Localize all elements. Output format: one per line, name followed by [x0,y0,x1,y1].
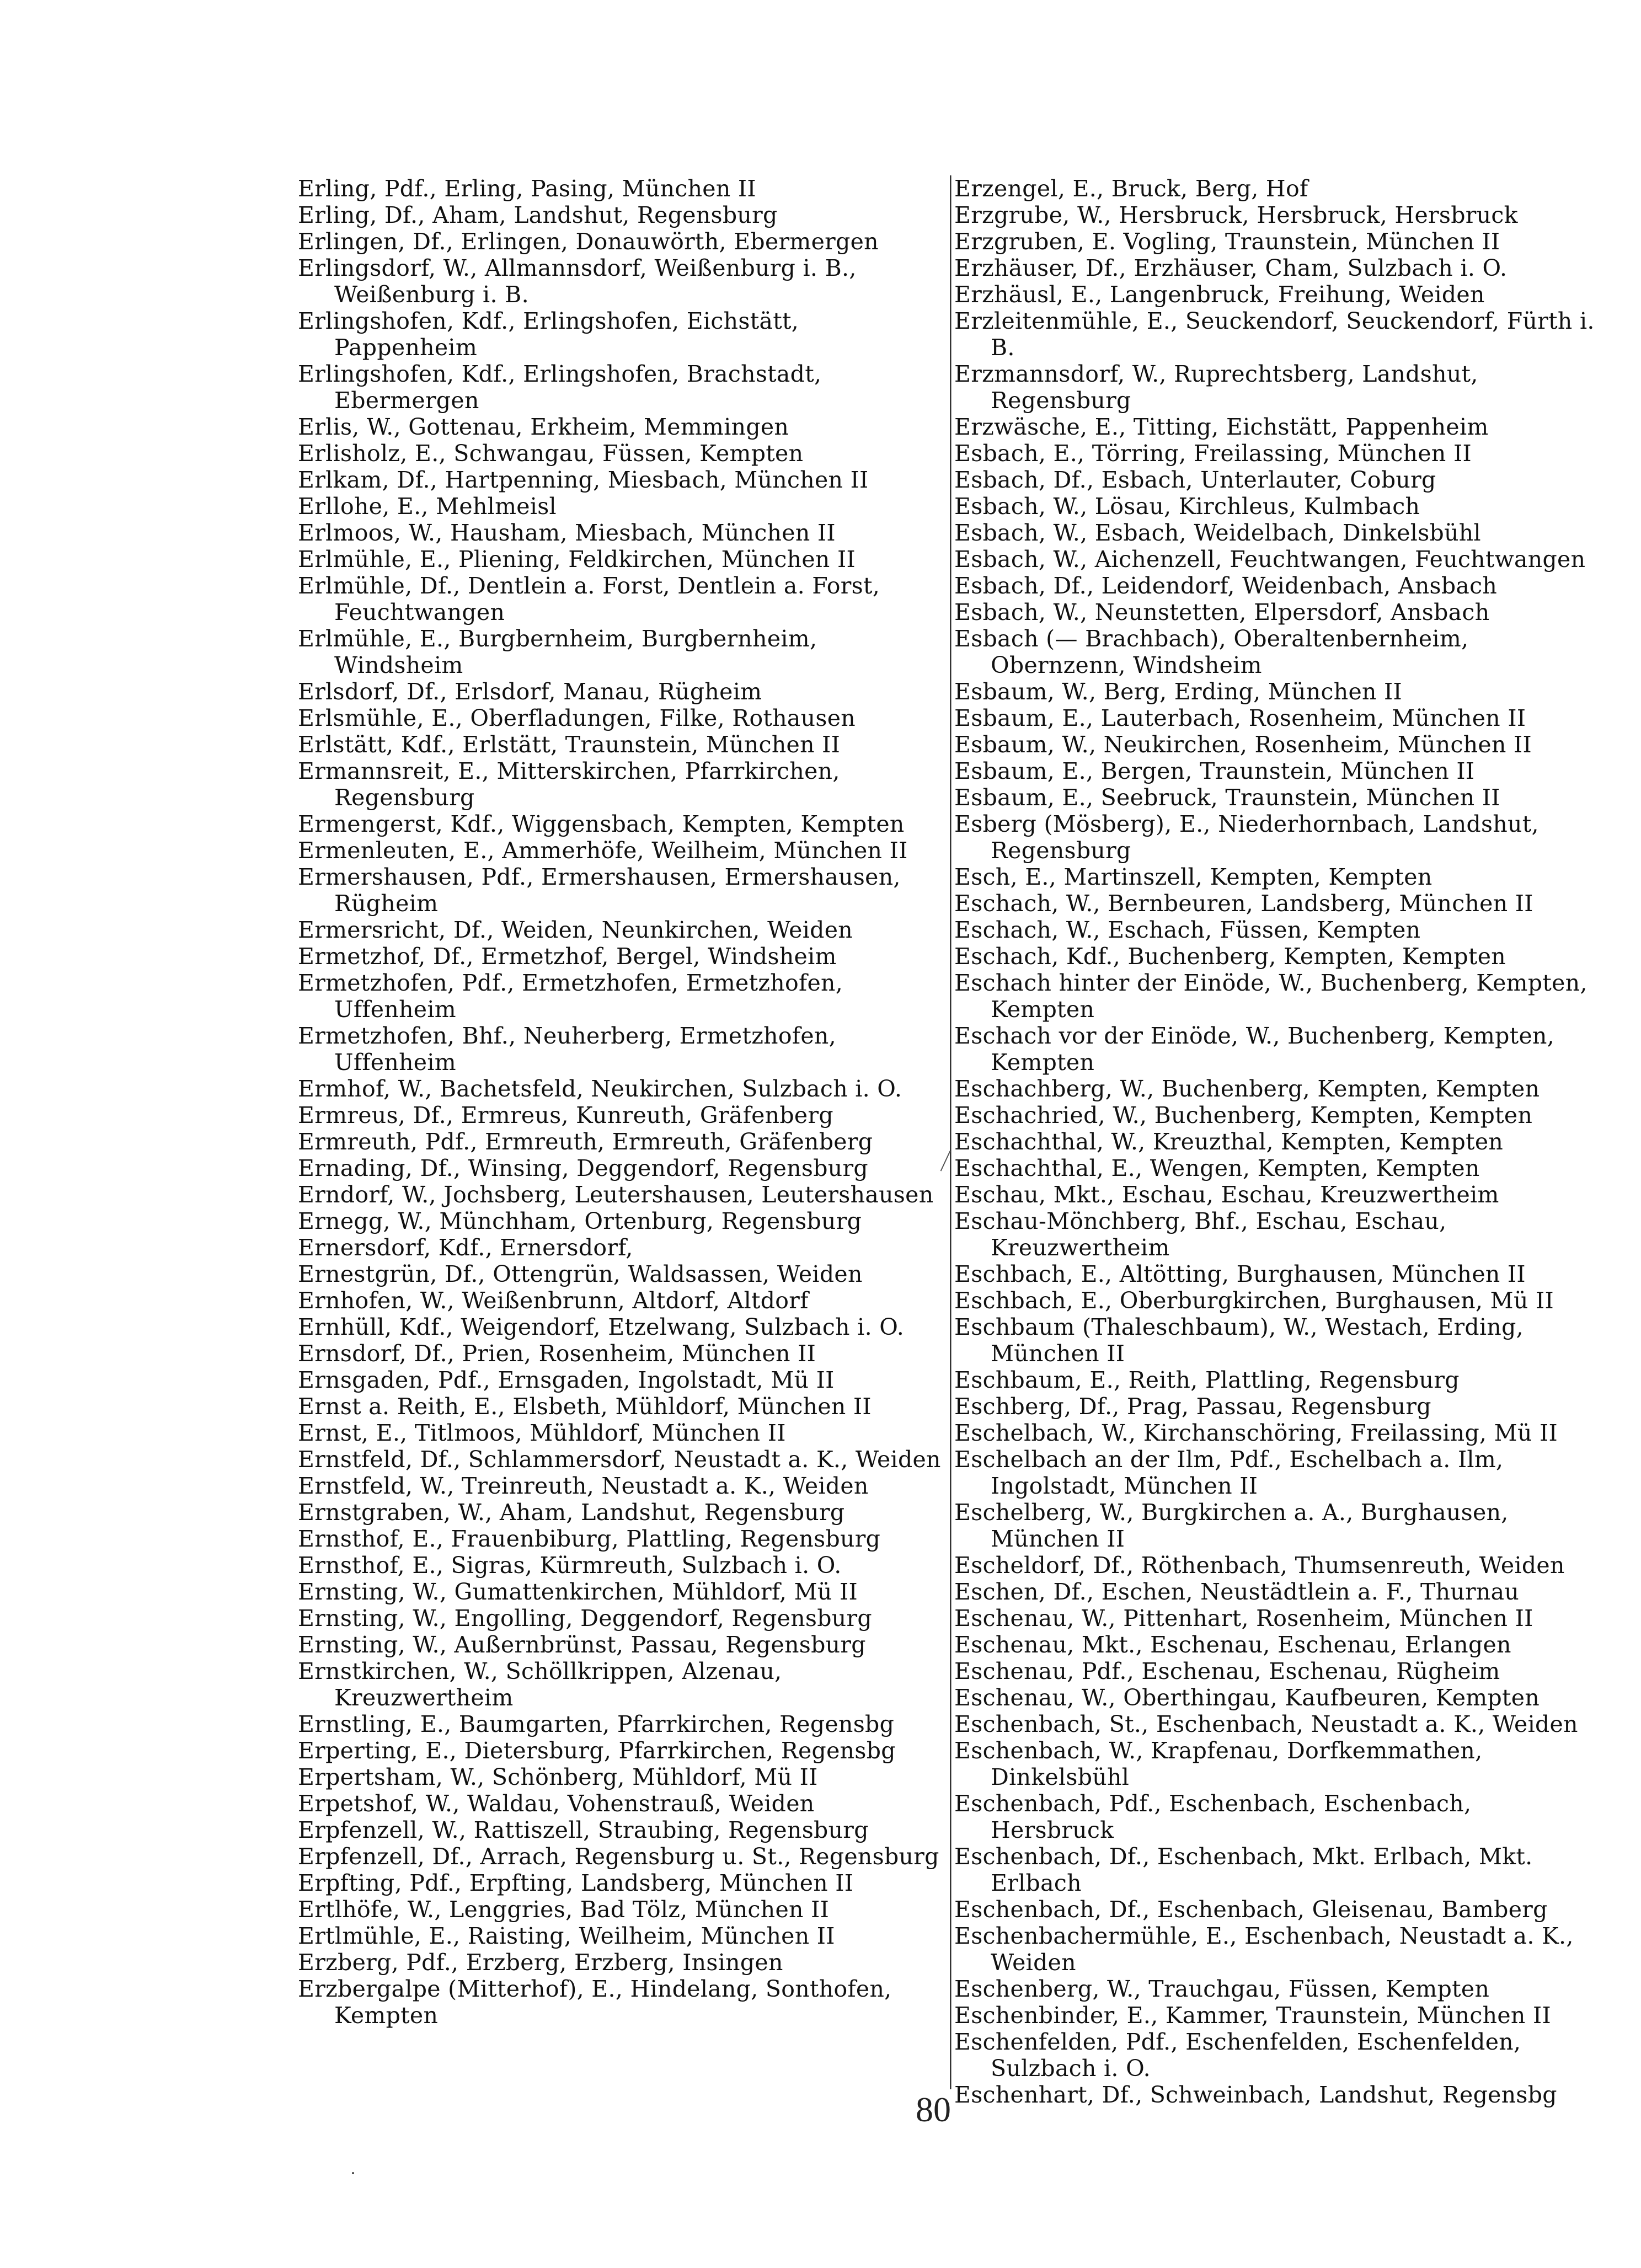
gazetteer-entry: Eschenbinder, E., Kammer, Traunstein, München II [954,2002,1551,2029]
gazetteer-entry: Erpfenzell, W., Rattiszell, Straubing, Regensburg [298,1817,869,1843]
gazetteer-entry: Erpertsham, W., Schönberg, Mühldorf, Mü II [298,1764,818,1790]
gazetteer-entry: Eschachthal, E., Wengen, Kempten, Kempten [954,1155,1480,1181]
gazetteer-entry: Erlmühle, Df., Dentlein a. Forst, Dentlein a. Forst, Feuchtwangen [298,573,880,625]
left-column [298,175,943,2029]
gazetteer-entry: Erzbergalpe (Mitterhof), E., Hindelang, Sonthofen, Kempten [298,1976,892,2029]
gazetteer-entry: Erperting, E., Dietersburg, Pfarrkirchen, Regensbg [298,1737,896,1764]
gazetteer-entry: Ernestgrün, Df., Ottengrün, Waldsassen, Weiden [298,1261,863,1287]
gazetteer-entry: Eschenhart, Df., Schweinbach, Landshut, Regensbg [954,2082,1557,2108]
gazetteer-entry: Ermenleuten, E., Ammerhöfe, Weilheim, München II [298,837,908,864]
gazetteer-entry: Erlis, W., Gottenau, Erkheim, Memmingen [298,414,789,440]
gazetteer-entry: Erlkam, Df., Hartpenning, Miesbach, München II [298,467,869,493]
gazetteer-entry: Ertlhöfe, W., Lenggries, Bad Tölz, München II [298,1896,830,1923]
gazetteer-entry: Eschbach, E., Altötting, Burghausen, München II [954,1261,1526,1287]
page-number: 80 [916,2090,951,2129]
gazetteer-entry: Erlmühle, E., Burgbernheim, Burgbernheim, Windsheim [298,625,817,678]
gazetteer-entry: Erlmühle, E., Pliening, Feldkirchen, München II [298,546,856,573]
gazetteer-entry: Ernsting, W., Gumattenkirchen, Mühldorf, Mü II [298,1579,858,1605]
gazetteer-entry: Erlmoos, W., Hausham, Miesbach, München II [298,520,836,546]
gazetteer-entry: Ermetzhofen, Pdf., Ermetzhofen, Ermetzhofen, Uffenheim [298,970,843,1023]
gazetteer-entry: Ernsting, W., Engolling, Deggendorf, Regensburg [298,1605,872,1632]
gazetteer-entry: Ernstfeld, W., Treinreuth, Neustadt a. K., Weiden [298,1473,869,1499]
right-column [954,175,1600,2108]
gazetteer-entry: Ernstfeld, Df., Schlammersdorf, Neustadt a. K., Weiden [298,1446,941,1473]
gazetteer-entry: Esbaum, E., Seebruck, Traunstein, München II [954,784,1500,811]
gazetteer-entry: Eschach, W., Bernbeuren, Landsberg, München II [954,890,1533,917]
gazetteer-entry: Eschachthal, W., Kreuzthal, Kempten, Kempten [954,1128,1504,1155]
gazetteer-entry: Ermetzhofen, Bhf., Neuherberg, Ermetzhofen, Uffenheim [298,1023,836,1076]
gazetteer-entry: Esbach, W., Neunstetten, Elpersdorf, Ansbach [954,599,1490,625]
gazetteer-entry: Erzwäsche, E., Titting, Eichstätt, Pappenheim [954,414,1489,440]
gazetteer-entry: Eschenfelden, Pdf., Eschenfelden, Eschenfelden, Sulzbach i. O. [954,2029,1521,2082]
gazetteer-entry: Erzleitenmühle, E., Seuckendorf, Seuckendorf, Fürth i. B. [954,308,1595,361]
gazetteer-entry: Ernsthof, E., Frauenbiburg, Plattling, Regensburg [298,1526,881,1552]
gazetteer-entry: Eschberg, Df., Prag, Passau, Regensburg [954,1393,1431,1420]
gazetteer-entry: Erlingshofen, Kdf., Erlingshofen, Eichstätt, Pappenheim [298,308,799,361]
gazetteer-entry: Ernhüll, Kdf., Weigendorf, Etzelwang, Sulzbach i. O. [298,1314,905,1340]
gazetteer-entry: Erling, Pdf., Erling, Pasing, München II [298,175,756,202]
gazetteer-entry: Erlstätt, Kdf., Erlstätt, Traunstein, München II [298,731,841,758]
gazetteer-entry: Erzhäusl, E., Langenbruck, Freihung, Weiden [954,281,1485,308]
gazetteer-entry: Eschen, Df., Eschen, Neustädtlein a. F., Thurnau [954,1579,1520,1605]
gazetteer-entry: Esbach (— Brachbach), Oberaltenbernheim, Obernzenn, Windsheim [954,625,1469,678]
gazetteer-entry: Eschau, Mkt., Eschau, Eschau, Kreuzwertheim [954,1181,1499,1208]
gazetteer-entry: Eschenbach, Df., Eschenbach, Gleisenau, Bamberg [954,1896,1548,1923]
gazetteer-entry: Esberg (Mösberg), E., Niederhornbach, Landshut, Regensburg [954,811,1539,864]
gazetteer-entry: Eschbaum (Thaleschbaum), W., Westach, Erding, München II [954,1314,1524,1367]
gazetteer-entry: Esbaum, E., Lauterbach, Rosenheim, München II [954,705,1526,731]
gazetteer-entry: Erlingsdorf, W., Allmannsdorf, Weißenburg i. B., Weißenburg i. B. [298,255,857,308]
gazetteer-entry: Erpfting, Pdf., Erpfting, Landsberg, München II [298,1870,854,1896]
gazetteer-entry: Erzberg, Pdf., Erzberg, Erzberg, Insingen [298,1949,783,1976]
gazetteer-entry: Esbach, E., Törring, Freilassing, München II [954,440,1472,467]
gazetteer-entry: Eschenau, W., Oberthingau, Kaufbeuren, Kempten [954,1684,1540,1711]
gazetteer-entry: Eschbach, E., Oberburgkirchen, Burghausen, Mü II [954,1287,1554,1314]
gazetteer-entry: Ernersdorf, Kdf., Ernersdorf, [298,1234,633,1261]
gazetteer-entry: Ermannsreit, E., Mitterskirchen, Pfarrkirchen, Regensburg [298,758,840,811]
column-divider [950,175,952,2089]
gazetteer-entry: Erlisholz, E., Schwangau, Füssen, Kempten [298,440,804,467]
gazetteer-entry: Escheldorf, Df., Röthenbach, Thumsenreuth, Weiden [954,1552,1565,1579]
gazetteer-entry: Esbach, Df., Esbach, Unterlauter, Coburg [954,467,1436,493]
gazetteer-entry: Esbach, Df., Leidendorf, Weidenbach, Ansbach [954,573,1498,599]
gazetteer-entry: Ernst a. Reith, E., Elsbeth, Mühldorf, München II [298,1393,872,1420]
gazetteer-entry: Esbaum, W., Berg, Erding, München II [954,678,1403,705]
gazetteer-entry: Eschach hinter der Einöde, W., Buchenberg, Kempten, Kempten [954,970,1587,1023]
gazetteer-entry: Erzhäuser, Df., Erzhäuser, Cham, Sulzbach i. O. [954,255,1508,281]
gazetteer-entry: Ernsdorf, Df., Prien, Rosenheim, München II [298,1340,816,1367]
gazetteer-entry: Esch, E., Martinszell, Kempten, Kempten [954,864,1432,890]
gazetteer-entry: Ernhofen, W., Weißenbrunn, Altdorf, Altdorf [298,1287,809,1314]
gazetteer-entry: Eschau-Mönchberg, Bhf., Eschau, Eschau, Kreuzwertheim [954,1208,1447,1261]
gazetteer-entry: Erllohe, E., Mehlmeisl [298,493,557,520]
gazetteer-entry: Erling, Df., Aham, Landshut, Regensburg [298,202,778,228]
gazetteer-entry: Eschenbach, W., Krapfenau, Dorfkemmathen, Dinkelsbühl [954,1737,1483,1790]
gazetteer-entry: Eschenau, W., Pittenhart, Rosenheim, München II [954,1605,1533,1632]
gazetteer-entry: Eschenbach, Pdf., Eschenbach, Eschenbach, Hersbruck [954,1790,1472,1843]
gazetteer-entry: Eschenbachermühle, E., Eschenbach, Neustadt a. K., Weiden [954,1923,1574,1976]
gazetteer-entry: Ermreuth, Pdf., Ermreuth, Ermreuth, Gräfenberg [298,1128,873,1155]
gazetteer-entry: Ermengerst, Kdf., Wiggensbach, Kempten, Kempten [298,811,905,837]
gazetteer-entry: Erlingen, Df., Erlingen, Donauwörth, Ebermergen [298,228,879,255]
gazetteer-entry: Eschachried, W., Buchenberg, Kempten, Kempten [954,1102,1533,1128]
gazetteer-entry: Erzmannsdorf, W., Ruprechtsberg, Landshut, Regensburg [954,361,1478,414]
gazetteer-entry: Ermetzhof, Df., Ermetzhof, Bergel, Windsheim [298,943,837,970]
gazetteer-entry: Ermersricht, Df., Weiden, Neunkirchen, Weiden [298,917,853,943]
gazetteer-entry: Eschelbach, W., Kirchanschöring, Freilassing, Mü II [954,1420,1558,1446]
gazetteer-entry: Ernegg, W., Münchham, Ortenburg, Regensburg [298,1208,862,1234]
gazetteer-entry: Ernading, Df., Winsing, Deggendorf, Regensburg [298,1155,868,1181]
gazetteer-entry: Erlsmühle, E., Oberfladungen, Filke, Rothausen [298,705,856,731]
gazetteer-entry: Ernsthof, E., Sigras, Kürmreuth, Sulzbach i. O. [298,1552,842,1579]
gazetteer-entry: Erpfenzell, Df., Arrach, Regensburg u. St., Regensburg [298,1843,939,1870]
gazetteer-entry: Esbaum, W., Neukirchen, Rosenheim, München II [954,731,1532,758]
gazetteer-entry: Eschach, Kdf., Buchenberg, Kempten, Kempten [954,943,1506,970]
gazetteer-entry: Eschenbach, St., Eschenbach, Neustadt a. K., Weiden [954,1711,1578,1737]
gazetteer-entry: Ernsgaden, Pdf., Ernsgaden, Ingolstadt, Mü II [298,1367,835,1393]
gazetteer-entry: Erzgrube, W., Hersbruck, Hersbruck, Hersbruck [954,202,1518,228]
gazetteer-entry: Ermreus, Df., Ermreus, Kunreuth, Gräfenberg [298,1102,833,1128]
gazetteer-entry: Ertlmühle, E., Raisting, Weilheim, München II [298,1923,835,1949]
gazetteer-entry: Erpetshof, W., Waldau, Vohenstrauß, Weiden [298,1790,815,1817]
gazetteer-entry: Ermershausen, Pdf., Ermershausen, Ermershausen, Rügheim [298,864,901,917]
gazetteer-entry: Eschenau, Pdf., Eschenau, Eschenau, Rügheim [954,1658,1500,1684]
gazetteer-entry: Eschelberg, W., Burgkirchen a. A., Burghausen, München II [954,1499,1509,1552]
gazetteer-entry: Ernst, E., Titlmoos, Mühldorf, München II [298,1420,786,1446]
gazetteer-entry: Erlsdorf, Df., Erlsdorf, Manau, Rügheim [298,678,762,705]
print-speck [352,2172,354,2174]
gazetteer-entry: Eschelbach an der Ilm, Pdf., Eschelbach a. Ilm, Ingolstadt, München II [954,1446,1504,1499]
gazetteer-entry: Eschenberg, W., Trauchgau, Füssen, Kempten [954,1976,1490,2002]
gazetteer-entry: Eschach, W., Eschach, Füssen, Kempten [954,917,1421,943]
gazetteer-entry: Erlingshofen, Kdf., Erlingshofen, Brachstadt, Ebermergen [298,361,822,414]
gazetteer-entry: Eschach vor der Einöde, W., Buchenberg, Kempten, Kempten [954,1023,1555,1076]
gazetteer-entry: Esbaum, E., Bergen, Traunstein, München II [954,758,1475,784]
gazetteer-entry: Esbach, W., Esbach, Weidelbach, Dinkelsbühl [954,520,1481,546]
gazetteer-entry: Eschenbach, Df., Eschenbach, Mkt. Erlbach, Mkt. Erlbach [954,1843,1533,1896]
gazetteer-entry: Esbach, W., Lösau, Kirchleus, Kulmbach [954,493,1420,520]
gazetteer-entry: Erndorf, W., Jochsberg, Leutershausen, Leutershausen [298,1181,934,1208]
gazetteer-entry: Eschenau, Mkt., Eschenau, Eschenau, Erlangen [954,1632,1511,1658]
gazetteer-entry: Ernsting, W., Außernbrünst, Passau, Regensburg [298,1632,866,1658]
gazetteer-entry: Erzgruben, E. Vogling, Traunstein, München II [954,228,1500,255]
gazetteer-entry: Eschbaum, E., Reith, Plattling, Regensburg [954,1367,1460,1393]
gazetteer-entry: Ernstling, E., Baumgarten, Pfarrkirchen, Regensbg [298,1711,895,1737]
gazetteer-entry: Eschachberg, W., Buchenberg, Kempten, Kempten [954,1076,1540,1102]
gazetteer-entry: Ernstkirchen, W., Schöllkrippen, Alzenau, Kreuzwertheim [298,1658,782,1711]
gazetteer-entry: Esbach, W., Aichenzell, Feuchtwangen, Feuchtwangen [954,546,1586,573]
gazetteer-entry: Ermhof, W., Bachetsfeld, Neukirchen, Sulzbach i. O. [298,1076,902,1102]
gazetteer-entry: Erzengel, E., Bruck, Berg, Hof [954,175,1308,202]
gazetteer-entry: Ernstgraben, W., Aham, Landshut, Regensburg [298,1499,845,1526]
